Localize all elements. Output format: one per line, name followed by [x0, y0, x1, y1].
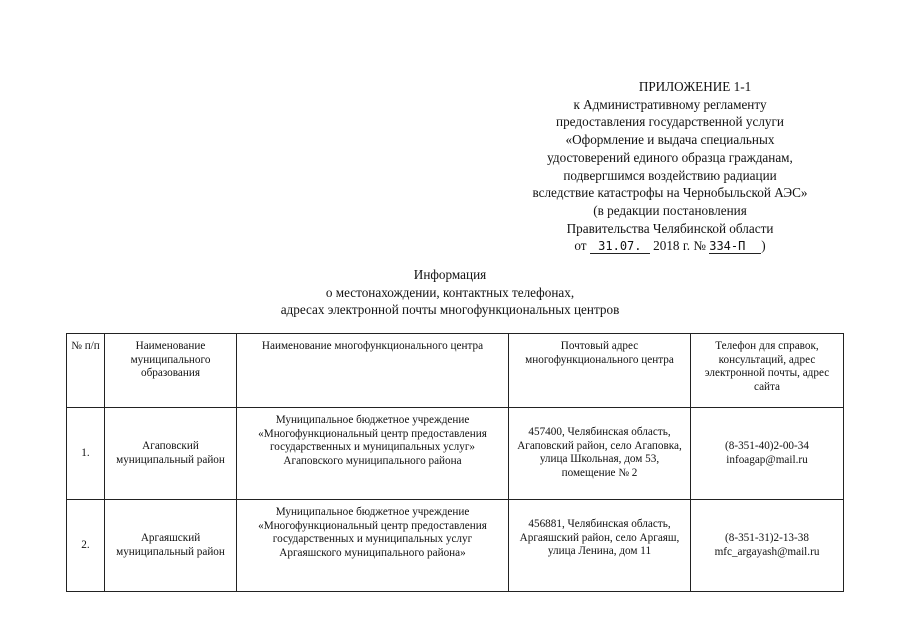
row-postal-address: 457400, Челябинская область, Агаповский район, село Агаповка, улица Школьная, дом 53, помещение № 2: [509, 408, 691, 500]
row-number: 1.: [67, 408, 105, 500]
date-year: 2018 г. №: [653, 238, 706, 254]
row-contacts: [691, 408, 844, 500]
header-center-name: Наименование многофункционального центра: [237, 334, 509, 408]
row-phone: (8-351-31)2-13-38: [725, 531, 809, 544]
appendix-title: ПРИЛОЖЕНИЕ 1-1: [638, 79, 752, 94]
row-address-line: 456881, Челябинская область, Аргаяшский район, село Аргаяш,: [519, 518, 680, 544]
info-title-line: Информация: [413, 267, 487, 282]
table-header-row: [67, 334, 844, 408]
info-title-line: адресах электронной почты многофункциональных центров: [280, 302, 620, 317]
row-center-name: Муниципальное бюджетное учреждение «Многофункциональный центр предоставления государственных и муниципальных услуг Аргаяшского муниципального района»: [237, 500, 509, 592]
row-municipality: Агаповский муниципальный район: [105, 408, 237, 500]
appendix-line: к Административному регламенту: [573, 96, 767, 112]
table-row: [67, 408, 844, 500]
header-municipality: Наименование муниципального образования: [105, 334, 237, 408]
mfc-table: [66, 333, 844, 592]
row-phone: (8-351-40)2-00-34: [725, 439, 809, 452]
info-title-line: о местонахождении, контактных телефонах,: [325, 284, 575, 300]
row-address-line: улица Ленина, дом 11: [547, 545, 652, 558]
decree-date-line: [470, 237, 870, 255]
row-municipality: Аргаяшский муниципальный район: [105, 500, 237, 592]
header-phone-email: Телефон для справок, консультаций, адрес электронной почты, адрес сайта: [691, 334, 844, 408]
appendix-line: удостоверений единого образца гражданам,: [547, 149, 793, 165]
appendix-header: [470, 78, 870, 255]
row-postal-address: [509, 500, 691, 592]
row-email: infoagap@mail.ru: [726, 453, 808, 466]
appendix-line: предоставления государственной услуги: [556, 114, 784, 130]
row-email: mfc_argayash@mail.ru: [714, 545, 820, 558]
appendix-line: подвергшимся воздействию радиации: [563, 167, 777, 183]
table-row: [67, 500, 844, 592]
handwritten-date: 31.07.: [590, 240, 650, 254]
appendix-line: «Оформление и выдача специальных: [565, 132, 775, 148]
header-postal-address: Почтовый адрес многофункционального центра: [509, 334, 691, 408]
header-number: № п/п: [67, 334, 105, 408]
row-center-name: Муниципальное бюджетное учреждение «Многофункциональный центр предоставления государственных и муниципальных услуг» Агаповского муниципального района: [237, 408, 509, 500]
row-number: 2.: [67, 500, 105, 592]
info-title: [200, 266, 700, 319]
appendix-line: вследствие катастрофы на Чернобыльской АЭС»: [532, 185, 808, 201]
date-prefix: от: [574, 238, 587, 254]
appendix-line: (в редакции постановления: [593, 202, 747, 218]
handwritten-doc-number: 334-П: [709, 240, 761, 254]
closing-paren: ): [761, 238, 766, 254]
row-contacts: [691, 500, 844, 592]
appendix-line: Правительства Челябинской области: [566, 220, 774, 236]
